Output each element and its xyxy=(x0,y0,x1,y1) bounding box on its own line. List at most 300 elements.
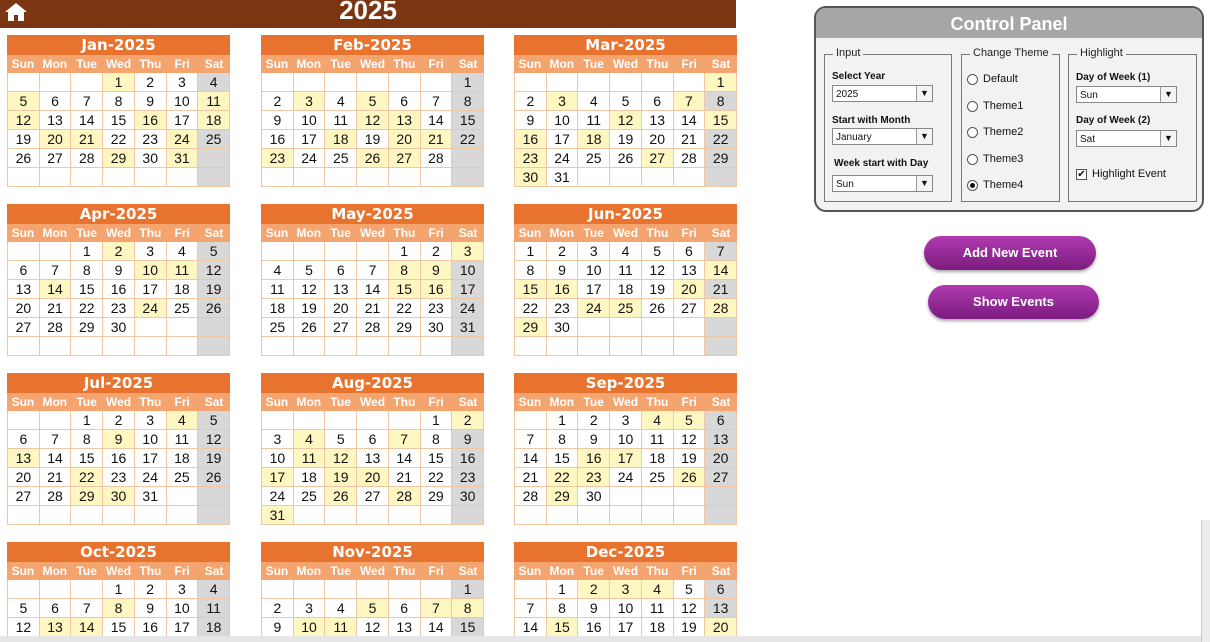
day-cell[interactable]: 28 xyxy=(674,149,706,168)
day-cell[interactable]: 27 xyxy=(642,149,674,168)
day-cell[interactable]: 14 xyxy=(674,111,706,130)
day-cell[interactable]: 26 xyxy=(325,487,357,506)
day-cell[interactable]: 21 xyxy=(71,130,103,149)
day-cell[interactable]: 1 xyxy=(452,73,484,92)
day-cell[interactable]: 24 xyxy=(452,299,484,318)
day-cell[interactable] xyxy=(610,506,642,525)
day-cell[interactable]: 23 xyxy=(135,130,167,149)
day-cell[interactable]: 22 xyxy=(705,130,737,149)
day-cell[interactable]: 23 xyxy=(421,299,453,318)
day-cell[interactable]: 12 xyxy=(674,430,706,449)
day-cell[interactable]: 5 xyxy=(674,580,706,599)
day-cell[interactable] xyxy=(8,73,40,92)
day-cell[interactable]: 4 xyxy=(325,92,357,111)
day-cell[interactable]: 9 xyxy=(515,111,547,130)
day-cell[interactable]: 9 xyxy=(421,261,453,280)
day-cell[interactable]: 15 xyxy=(71,449,103,468)
day-cell[interactable] xyxy=(103,506,135,525)
day-cell[interactable]: 27 xyxy=(705,468,737,487)
day-cell[interactable] xyxy=(389,168,421,187)
day-cell[interactable]: 18 xyxy=(262,299,294,318)
day-cell[interactable]: 28 xyxy=(421,149,453,168)
day-cell[interactable]: 28 xyxy=(40,318,72,337)
day-cell[interactable]: 5 xyxy=(8,92,40,111)
day-cell[interactable]: 20 xyxy=(705,618,737,637)
day-cell[interactable] xyxy=(515,580,547,599)
day-cell[interactable]: 9 xyxy=(262,618,294,637)
day-cell[interactable]: 10 xyxy=(167,599,199,618)
day-cell[interactable]: 11 xyxy=(262,280,294,299)
day-cell[interactable]: 13 xyxy=(389,111,421,130)
day-cell[interactable]: 11 xyxy=(198,599,230,618)
day-cell[interactable] xyxy=(167,318,199,337)
day-cell[interactable]: 21 xyxy=(357,299,389,318)
day-cell[interactable]: 8 xyxy=(515,261,547,280)
day-cell[interactable]: 2 xyxy=(515,92,547,111)
day-cell[interactable]: 6 xyxy=(357,430,389,449)
day-cell[interactable] xyxy=(294,506,326,525)
day-cell[interactable]: 9 xyxy=(547,261,579,280)
day-cell[interactable]: 18 xyxy=(198,111,230,130)
day-cell[interactable] xyxy=(325,242,357,261)
day-cell[interactable]: 14 xyxy=(357,280,389,299)
day-cell[interactable]: 22 xyxy=(421,468,453,487)
day-cell[interactable]: 23 xyxy=(515,149,547,168)
day-cell[interactable]: 13 xyxy=(705,599,737,618)
day-cell[interactable] xyxy=(8,411,40,430)
day-cell[interactable]: 3 xyxy=(610,580,642,599)
day-cell[interactable]: 30 xyxy=(578,487,610,506)
day-cell[interactable] xyxy=(40,242,72,261)
day-cell[interactable]: 20 xyxy=(357,468,389,487)
day-cell[interactable]: 1 xyxy=(421,411,453,430)
day-cell[interactable]: 17 xyxy=(610,618,642,637)
day-cell[interactable]: 21 xyxy=(674,130,706,149)
day-cell[interactable]: 2 xyxy=(578,580,610,599)
day-cell[interactable]: 18 xyxy=(642,618,674,637)
day-cell[interactable]: 10 xyxy=(294,618,326,637)
day-cell[interactable]: 11 xyxy=(610,261,642,280)
day-cell[interactable] xyxy=(167,168,199,187)
day-cell[interactable]: 23 xyxy=(578,468,610,487)
day-cell[interactable] xyxy=(389,73,421,92)
day-cell[interactable] xyxy=(610,337,642,356)
day-cell[interactable]: 6 xyxy=(389,92,421,111)
day-cell[interactable]: 3 xyxy=(167,73,199,92)
day-cell[interactable]: 6 xyxy=(40,599,72,618)
day-cell[interactable]: 12 xyxy=(357,618,389,637)
day-cell[interactable]: 20 xyxy=(40,130,72,149)
day-cell[interactable]: 5 xyxy=(325,430,357,449)
day-cell[interactable] xyxy=(71,73,103,92)
day-cell[interactable] xyxy=(71,337,103,356)
radio-circle-icon[interactable] xyxy=(967,127,978,138)
day-cell[interactable] xyxy=(389,506,421,525)
day-cell[interactable]: 19 xyxy=(325,468,357,487)
day-cell[interactable]: 12 xyxy=(674,599,706,618)
day-cell[interactable]: 26 xyxy=(8,149,40,168)
day-cell[interactable]: 5 xyxy=(610,92,642,111)
day-cell[interactable] xyxy=(642,168,674,187)
day-cell[interactable]: 9 xyxy=(578,599,610,618)
day-cell[interactable]: 28 xyxy=(389,487,421,506)
day-cell[interactable] xyxy=(610,73,642,92)
day-cell[interactable] xyxy=(294,242,326,261)
day-cell[interactable]: 8 xyxy=(103,599,135,618)
day-cell[interactable] xyxy=(198,318,230,337)
day-cell[interactable] xyxy=(71,506,103,525)
day-cell[interactable]: 4 xyxy=(325,599,357,618)
day-cell[interactable]: 2 xyxy=(262,599,294,618)
day-cell[interactable]: 14 xyxy=(705,261,737,280)
day-cell[interactable]: 13 xyxy=(642,111,674,130)
day-cell[interactable] xyxy=(547,337,579,356)
day-cell[interactable]: 16 xyxy=(547,280,579,299)
day-cell[interactable]: 27 xyxy=(389,149,421,168)
day-cell[interactable]: 5 xyxy=(198,411,230,430)
day-cell[interactable]: 9 xyxy=(135,92,167,111)
day-cell[interactable]: 11 xyxy=(294,449,326,468)
day-cell[interactable]: 12 xyxy=(8,618,40,637)
day-cell[interactable]: 16 xyxy=(421,280,453,299)
day-cell[interactable]: 4 xyxy=(642,411,674,430)
start-month-dropdown[interactable] xyxy=(832,128,933,145)
day-cell[interactable] xyxy=(198,168,230,187)
day-cell[interactable]: 17 xyxy=(294,130,326,149)
day-cell[interactable] xyxy=(40,411,72,430)
day-cell[interactable] xyxy=(578,73,610,92)
day-cell[interactable] xyxy=(452,149,484,168)
day-cell[interactable] xyxy=(642,73,674,92)
day-cell[interactable]: 19 xyxy=(198,280,230,299)
day-cell[interactable]: 2 xyxy=(135,580,167,599)
day-cell[interactable]: 18 xyxy=(578,130,610,149)
day-cell[interactable]: 23 xyxy=(103,299,135,318)
day-cell[interactable]: 2 xyxy=(262,92,294,111)
day-cell[interactable]: 10 xyxy=(547,111,579,130)
day-cell[interactable]: 10 xyxy=(610,430,642,449)
day-cell[interactable]: 10 xyxy=(452,261,484,280)
day-cell[interactable] xyxy=(8,506,40,525)
radio-circle-icon[interactable] xyxy=(967,180,978,191)
day-cell[interactable] xyxy=(357,506,389,525)
day-cell[interactable]: 21 xyxy=(40,468,72,487)
day-cell[interactable]: 12 xyxy=(642,261,674,280)
day-cell[interactable]: 13 xyxy=(40,618,72,637)
day-cell[interactable]: 31 xyxy=(262,506,294,525)
day-cell[interactable]: 14 xyxy=(40,449,72,468)
day-cell[interactable]: 27 xyxy=(8,318,40,337)
day-cell[interactable] xyxy=(262,337,294,356)
day-cell[interactable]: 30 xyxy=(103,487,135,506)
day-cell[interactable] xyxy=(389,337,421,356)
day-cell[interactable]: 20 xyxy=(674,280,706,299)
day-cell[interactable] xyxy=(357,337,389,356)
day-cell[interactable]: 2 xyxy=(135,73,167,92)
day-cell[interactable]: 30 xyxy=(515,168,547,187)
day-cell[interactable]: 11 xyxy=(642,599,674,618)
day-cell[interactable]: 1 xyxy=(515,242,547,261)
day-cell[interactable]: 7 xyxy=(389,430,421,449)
day-cell[interactable]: 7 xyxy=(71,92,103,111)
day-cell[interactable]: 12 xyxy=(198,261,230,280)
day-cell[interactable]: 8 xyxy=(103,92,135,111)
day-cell[interactable]: 19 xyxy=(642,280,674,299)
day-cell[interactable]: 29 xyxy=(705,149,737,168)
radio-circle-icon[interactable] xyxy=(967,74,978,85)
day-cell[interactable]: 11 xyxy=(325,618,357,637)
dropdown-arrow-icon[interactable]: ▼ xyxy=(916,86,932,101)
highlight-event-checkbox[interactable] xyxy=(1076,168,1166,180)
day-cell[interactable] xyxy=(167,337,199,356)
day-cell[interactable]: 19 xyxy=(674,618,706,637)
day-cell[interactable]: 1 xyxy=(71,411,103,430)
horizontal-scrollbar[interactable] xyxy=(0,636,1210,642)
day-cell[interactable]: 14 xyxy=(40,280,72,299)
day-cell[interactable]: 27 xyxy=(674,299,706,318)
day-cell[interactable]: 4 xyxy=(198,580,230,599)
day-cell[interactable]: 7 xyxy=(705,242,737,261)
day-cell[interactable] xyxy=(40,337,72,356)
day-cell[interactable]: 16 xyxy=(262,130,294,149)
day-cell[interactable]: 5 xyxy=(357,599,389,618)
day-cell[interactable] xyxy=(357,73,389,92)
day-cell[interactable] xyxy=(40,73,72,92)
day-cell[interactable]: 29 xyxy=(547,487,579,506)
day-cell[interactable]: 17 xyxy=(167,111,199,130)
radio-circle-icon[interactable] xyxy=(967,154,978,165)
theme-radio-theme1[interactable] xyxy=(967,100,1023,112)
day-cell[interactable]: 15 xyxy=(103,618,135,637)
day-cell[interactable]: 6 xyxy=(8,430,40,449)
day-cell[interactable]: 10 xyxy=(294,111,326,130)
day-cell[interactable] xyxy=(705,168,737,187)
day-cell[interactable]: 2 xyxy=(103,411,135,430)
day-cell[interactable]: 5 xyxy=(198,242,230,261)
day-cell[interactable] xyxy=(8,168,40,187)
day-cell[interactable]: 23 xyxy=(262,149,294,168)
day-cell[interactable]: 24 xyxy=(610,468,642,487)
day-cell[interactable]: 16 xyxy=(578,618,610,637)
day-cell[interactable]: 12 xyxy=(294,280,326,299)
day-cell[interactable]: 7 xyxy=(71,599,103,618)
day-cell[interactable]: 4 xyxy=(167,242,199,261)
dow1-dropdown[interactable] xyxy=(1076,86,1177,103)
day-cell[interactable]: 4 xyxy=(610,242,642,261)
day-cell[interactable]: 29 xyxy=(515,318,547,337)
vertical-scrollbar[interactable] xyxy=(1201,520,1210,642)
day-cell[interactable]: 24 xyxy=(167,130,199,149)
dropdown-arrow-icon[interactable]: ▼ xyxy=(916,129,932,144)
day-cell[interactable]: 30 xyxy=(103,318,135,337)
day-cell[interactable]: 8 xyxy=(421,430,453,449)
day-cell[interactable]: 29 xyxy=(71,487,103,506)
radio-circle-icon[interactable] xyxy=(967,101,978,112)
day-cell[interactable]: 14 xyxy=(421,111,453,130)
day-cell[interactable]: 29 xyxy=(421,487,453,506)
day-cell[interactable]: 31 xyxy=(167,149,199,168)
day-cell[interactable] xyxy=(674,506,706,525)
day-cell[interactable]: 4 xyxy=(294,430,326,449)
day-cell[interactable]: 24 xyxy=(135,468,167,487)
day-cell[interactable]: 7 xyxy=(40,261,72,280)
day-cell[interactable] xyxy=(8,337,40,356)
day-cell[interactable] xyxy=(610,318,642,337)
day-cell[interactable] xyxy=(357,242,389,261)
day-cell[interactable]: 23 xyxy=(547,299,579,318)
day-cell[interactable]: 17 xyxy=(547,130,579,149)
day-cell[interactable]: 11 xyxy=(578,111,610,130)
day-cell[interactable]: 6 xyxy=(40,92,72,111)
day-cell[interactable]: 2 xyxy=(547,242,579,261)
day-cell[interactable] xyxy=(421,580,453,599)
day-cell[interactable]: 18 xyxy=(167,449,199,468)
day-cell[interactable]: 25 xyxy=(262,318,294,337)
day-cell[interactable]: 8 xyxy=(452,599,484,618)
day-cell[interactable]: 15 xyxy=(421,449,453,468)
day-cell[interactable]: 19 xyxy=(357,130,389,149)
day-cell[interactable]: 25 xyxy=(610,299,642,318)
day-cell[interactable]: 13 xyxy=(674,261,706,280)
day-cell[interactable] xyxy=(547,506,579,525)
day-cell[interactable]: 16 xyxy=(515,130,547,149)
day-cell[interactable] xyxy=(705,506,737,525)
day-cell[interactable]: 13 xyxy=(357,449,389,468)
day-cell[interactable] xyxy=(421,73,453,92)
day-cell[interactable]: 20 xyxy=(325,299,357,318)
day-cell[interactable] xyxy=(40,168,72,187)
day-cell[interactable]: 3 xyxy=(578,242,610,261)
day-cell[interactable] xyxy=(642,337,674,356)
day-cell[interactable]: 21 xyxy=(515,468,547,487)
day-cell[interactable] xyxy=(452,337,484,356)
day-cell[interactable]: 5 xyxy=(357,92,389,111)
day-cell[interactable]: 5 xyxy=(674,411,706,430)
day-cell[interactable] xyxy=(198,487,230,506)
day-cell[interactable]: 1 xyxy=(71,242,103,261)
day-cell[interactable] xyxy=(357,168,389,187)
day-cell[interactable]: 29 xyxy=(103,149,135,168)
day-cell[interactable] xyxy=(578,337,610,356)
day-cell[interactable]: 22 xyxy=(71,299,103,318)
day-cell[interactable] xyxy=(515,506,547,525)
day-cell[interactable]: 24 xyxy=(135,299,167,318)
day-cell[interactable]: 1 xyxy=(103,73,135,92)
dropdown-arrow-icon[interactable]: ▼ xyxy=(1160,131,1176,146)
day-cell[interactable] xyxy=(452,168,484,187)
day-cell[interactable]: 22 xyxy=(103,130,135,149)
day-cell[interactable]: 1 xyxy=(452,580,484,599)
day-cell[interactable]: 26 xyxy=(198,299,230,318)
day-cell[interactable]: 7 xyxy=(357,261,389,280)
day-cell[interactable]: 28 xyxy=(705,299,737,318)
day-cell[interactable]: 17 xyxy=(452,280,484,299)
day-cell[interactable]: 10 xyxy=(135,261,167,280)
day-cell[interactable]: 17 xyxy=(135,280,167,299)
day-cell[interactable]: 13 xyxy=(705,430,737,449)
day-cell[interactable]: 18 xyxy=(642,449,674,468)
day-cell[interactable]: 25 xyxy=(167,299,199,318)
day-cell[interactable]: 30 xyxy=(547,318,579,337)
day-cell[interactable]: 16 xyxy=(452,449,484,468)
day-cell[interactable] xyxy=(8,580,40,599)
day-cell[interactable]: 8 xyxy=(547,599,579,618)
day-cell[interactable]: 9 xyxy=(103,430,135,449)
day-cell[interactable]: 14 xyxy=(71,111,103,130)
add-new-event-button[interactable]: Add New Event xyxy=(924,236,1096,270)
day-cell[interactable] xyxy=(262,411,294,430)
day-cell[interactable]: 13 xyxy=(389,618,421,637)
day-cell[interactable]: 28 xyxy=(357,318,389,337)
day-cell[interactable]: 25 xyxy=(294,487,326,506)
day-cell[interactable] xyxy=(262,242,294,261)
day-cell[interactable]: 7 xyxy=(515,599,547,618)
day-cell[interactable]: 6 xyxy=(8,261,40,280)
day-cell[interactable]: 7 xyxy=(674,92,706,111)
day-cell[interactable] xyxy=(325,168,357,187)
day-cell[interactable]: 11 xyxy=(642,430,674,449)
day-cell[interactable]: 16 xyxy=(135,111,167,130)
day-cell[interactable]: 27 xyxy=(357,487,389,506)
day-cell[interactable]: 22 xyxy=(71,468,103,487)
day-cell[interactable]: 26 xyxy=(610,149,642,168)
day-cell[interactable] xyxy=(325,506,357,525)
day-cell[interactable]: 15 xyxy=(452,618,484,637)
day-cell[interactable]: 19 xyxy=(198,449,230,468)
day-cell[interactable] xyxy=(294,580,326,599)
day-cell[interactable] xyxy=(135,168,167,187)
day-cell[interactable]: 21 xyxy=(40,299,72,318)
day-cell[interactable] xyxy=(389,411,421,430)
day-cell[interactable] xyxy=(642,506,674,525)
day-cell[interactable]: 5 xyxy=(8,599,40,618)
day-cell[interactable]: 18 xyxy=(294,468,326,487)
day-cell[interactable] xyxy=(198,506,230,525)
day-cell[interactable]: 22 xyxy=(547,468,579,487)
day-cell[interactable]: 29 xyxy=(389,318,421,337)
day-cell[interactable]: 15 xyxy=(547,618,579,637)
day-cell[interactable]: 12 xyxy=(325,449,357,468)
day-cell[interactable]: 24 xyxy=(578,299,610,318)
day-cell[interactable] xyxy=(135,318,167,337)
day-cell[interactable]: 15 xyxy=(71,280,103,299)
day-cell[interactable] xyxy=(262,580,294,599)
day-cell[interactable] xyxy=(674,337,706,356)
day-cell[interactable] xyxy=(325,73,357,92)
day-cell[interactable] xyxy=(578,506,610,525)
theme-radio-default[interactable] xyxy=(967,73,1018,85)
day-cell[interactable]: 9 xyxy=(452,430,484,449)
day-cell[interactable]: 6 xyxy=(325,261,357,280)
day-cell[interactable]: 19 xyxy=(294,299,326,318)
day-cell[interactable] xyxy=(167,487,199,506)
day-cell[interactable] xyxy=(325,411,357,430)
day-cell[interactable]: 1 xyxy=(547,411,579,430)
day-cell[interactable]: 14 xyxy=(389,449,421,468)
day-cell[interactable]: 3 xyxy=(167,580,199,599)
day-cell[interactable] xyxy=(421,168,453,187)
dropdown-arrow-icon[interactable]: ▼ xyxy=(1160,87,1176,102)
day-cell[interactable] xyxy=(357,580,389,599)
day-cell[interactable]: 26 xyxy=(357,149,389,168)
day-cell[interactable]: 3 xyxy=(135,411,167,430)
day-cell[interactable] xyxy=(198,337,230,356)
day-cell[interactable]: 30 xyxy=(135,149,167,168)
day-cell[interactable]: 1 xyxy=(705,73,737,92)
day-cell[interactable] xyxy=(674,168,706,187)
day-cell[interactable]: 2 xyxy=(578,411,610,430)
day-cell[interactable]: 22 xyxy=(452,130,484,149)
